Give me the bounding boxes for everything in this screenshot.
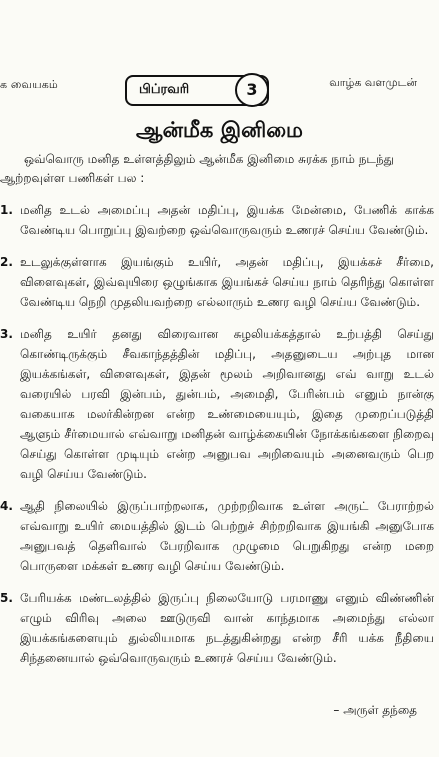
intro-paragraph: ஒவ்வொரு மனித உள்ளத்திலும் ஆன்மீக இனிமை சுரக்க நாம் நடந்து ஆற்றவுள்ள பணிகள் பல : [0,152,395,185]
list-item [0,252,434,312]
date-box [125,75,269,106]
page-title: ஆன்மீக இனிமை [136,118,303,142]
item-text: ஆதி நிலையில் இருப்பாற்றலாக, முற்றறிவாக உள்ள அருட் பேராற்றல் எவ்வாறு உயிர் மையத்தில் இடம் பெற்றுச் சிற்றறிவாக இயங்கி அனுபோக அனுபவத் தெளிவால் பேரறிவாக முழுமை பெறுகிறது என்ற மறை பொருளை மக்கள் உணர வழி செய்ய வேண்டும். [20,499,434,573]
list-item [0,324,434,484]
item-text: மனித உடல் அமைப்பு அதன் மதிப்பு, இயக்க மேன்மை, பேணிக் காக்க வேண்டிய பொறுப்பு இவற்றை ஒவ்வொருவரும் உணரச் செய்ய வேண்டும். [20,203,434,237]
item-text: மனித உயிர் தனது விரைவான சுழலியக்கத்தால் உற்பத்தி செய்து கொண்டிருக்கும் சீவகாந்தத்தின் மதிப்பு, அதனுடைய அற்புத மான இயக்கங்கள், விளைவுகள், இதன் மூலம் அறிவானது எவ் வாறு உடல் வரையில் பரவி இன்பம், துன்பம், அமைதி, பேரின்பம் எனும் நான்கு வகையாக மலர்கின்றன என்ற உண்மையையும், இதை முறைப்படுத்தி ஆளும் சீர்மையால் எவ்வாறு மனிதன் வாழ்க்கையின் நோக்கங்களை நிறைவு செய்து கொள்ள முடியும் என்ற அனுபவ அறிவையும் அனைவரும் பெற வழி செய்ய வேண்டும். [20,327,434,481]
item-text: பேரியக்க மண்டலத்தில் இருப்பு நிலையோடு பரமாணு எனும் விண்ணின் எழும் விரிவு அலை ஊடுருவி வான் காந்தமாக அமைந்து எல்லா இயக்கங்களையும் துல்லியமாக நடத்துகின்றது என்ற சீரி யக்க நீதியை சிந்தனையால் ஒவ்வொருவரும் உணரச் செய்ய வேண்டும். [20,591,434,665]
item-list [0,200,434,680]
day-number-circle: 3 [235,73,269,107]
item-number: 2. [0,255,13,269]
list-item [0,200,434,240]
item-text: உடலுக்குள்ளாக இயங்கும் உயிர், அதன் மதிப்பு, இயக்கச் சீர்மை, விளைவுகள், இவ்வுயிரை ஒழுங்காக இயங்கச் செய்ய நாம் தெரிந்து கொள்ள வேண்டிய நெறி முதலியவற்றை எல்லாரும் உணர வழி செய்ய வேண்டும். [20,255,434,309]
month-label: பிப்ரவரி [139,82,190,97]
header-right-text: வாழ்க வளமுடன் [329,76,417,89]
item-number: 1. [0,203,13,217]
list-item [0,496,434,576]
item-number: 3. [0,327,13,341]
header-left-text: க வையகம் [0,78,58,91]
list-item [0,588,434,668]
signature: – அருள் தந்தை [333,703,417,717]
item-number: 4. [0,499,13,513]
item-number: 5. [0,591,13,605]
